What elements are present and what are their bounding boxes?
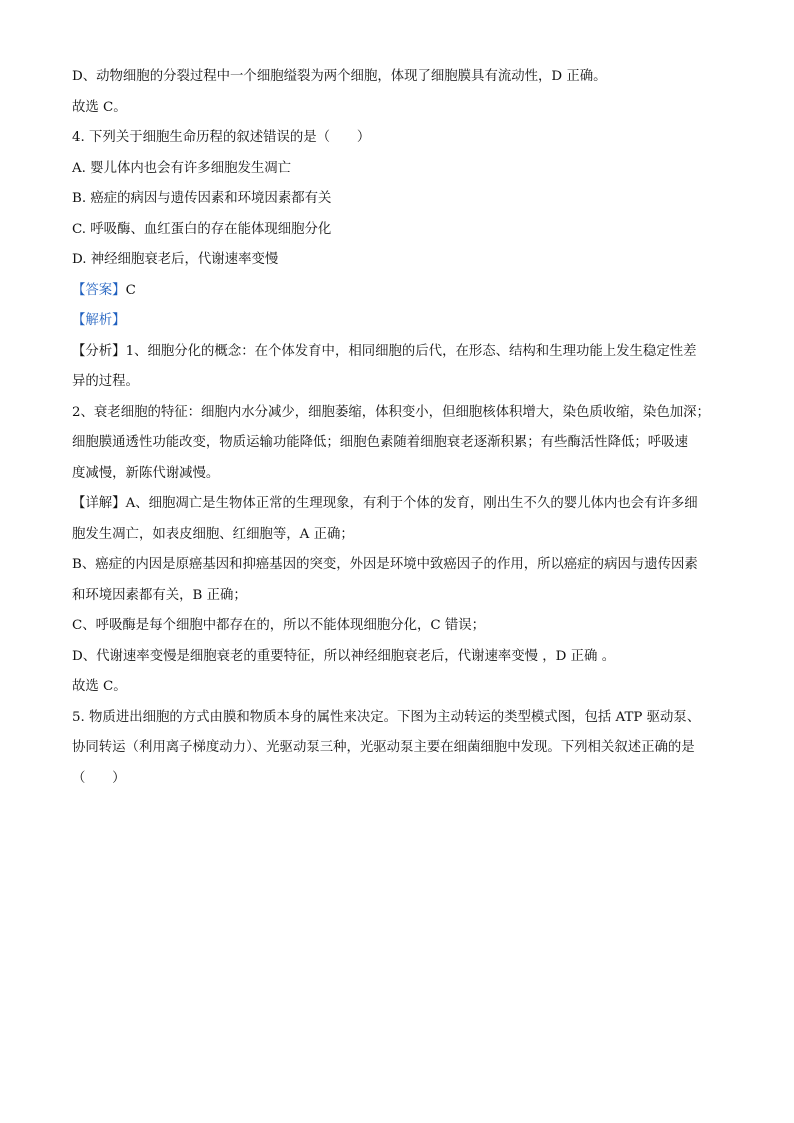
answer-value: C bbox=[125, 282, 136, 298]
detail-tag: 【详解】 bbox=[72, 496, 126, 511]
question-5-stem-line: （ ） bbox=[72, 770, 126, 786]
detail-line: 胞发生凋亡，如表皮细胞、红细胞等，A 正确； bbox=[72, 526, 354, 542]
analysis-lead-tag: 【分析】 bbox=[72, 343, 126, 359]
prev-option-d-explanation: D、动物细胞的分裂过程中一个细胞缢裂为两个细胞，体现了细胞膜具有流动性，D 正确。 bbox=[72, 69, 607, 84]
question-4-stem: 4. 下列关于细胞生命历程的叙述错误的是（ ） bbox=[72, 130, 371, 145]
answer-tag: 【答案】 bbox=[72, 282, 126, 298]
analysis-line: 2、衰老细胞的特征：细胞内水分减少，细胞萎缩，体积变小，但细胞核体积增大，染色质收缩，染色加深； bbox=[72, 404, 710, 420]
analysis-heading bbox=[72, 306, 724, 337]
analysis-line bbox=[72, 337, 724, 368]
prev-conclusion: 故选 C。 bbox=[72, 99, 127, 115]
detail-line: 和环境因素都有关，B 正确； bbox=[72, 587, 247, 603]
question-4-option-a: A. 婴儿体内也会有许多细胞发生凋亡 bbox=[72, 160, 292, 176]
question-5-stem-line: 5. 物质进出细胞的方式由膜和物质本身的属性来决定。下图为主动转运的类型模式图，包括 ATP 驱动泵、 bbox=[72, 709, 701, 725]
analysis-line: 度减慢，新陈代谢减慢。 bbox=[72, 465, 220, 481]
document-page bbox=[72, 62, 724, 794]
detail-line bbox=[72, 489, 724, 520]
detail-line: D、代谢速率变慢是细胞衰老的重要特征，所以神经细胞衰老后，代谢速率变慢 ，D 正确 。 bbox=[72, 648, 616, 664]
detail-line: B、癌症的内因是原癌基因和抑癌基因的突变，外因是环境中致癌因子的作用，所以癌症的病因与遗传因素 bbox=[72, 557, 698, 572]
detail-text: A、细胞凋亡是生物体正常的生理现象，有利于个体的发育，刚出生不久的婴儿体内也会有许多细 bbox=[125, 496, 698, 511]
question-4-option-d: D. 神经细胞衰老后，代谢速率变慢 bbox=[72, 252, 279, 267]
detail-conclusion: 故选 C。 bbox=[72, 679, 127, 694]
question-4-option-b: B. 癌症的病因与遗传因素和环境因素都有关 bbox=[72, 191, 332, 206]
analysis-tag: 【解析】 bbox=[72, 313, 126, 328]
analysis-text: 1、细胞分化的概念：在个体发育中，相同细胞的后代，在形态、结构和生理功能上发生稳定性差 bbox=[125, 343, 697, 359]
detail-line: C、呼吸酶是每个细胞中都存在的，所以不能体现细胞分化，C 错误； bbox=[72, 618, 486, 633]
question-4-option-c: C. 呼吸酶、血红蛋白的存在能体现细胞分化 bbox=[72, 221, 332, 237]
answer-line bbox=[72, 276, 724, 307]
analysis-line: 细胞膜通透性功能改变，物质运输功能降低；细胞色素随着细胞衰老逐渐积累；有些酶活性降低；呼吸速 bbox=[72, 435, 688, 450]
question-5-stem-line: 协同转运（利用离子梯度动力）、光驱动泵三种，光驱动泵主要在细菌细胞中发现。下列相关叙述正确的是 bbox=[72, 740, 695, 755]
analysis-line: 异的过程。 bbox=[72, 374, 139, 389]
